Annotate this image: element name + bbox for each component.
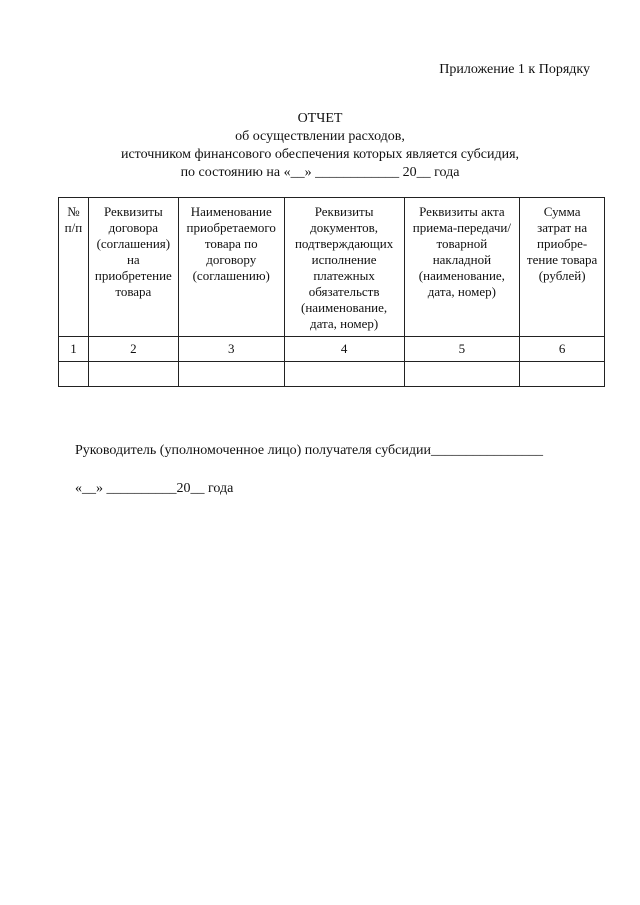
table-cell bbox=[88, 362, 178, 387]
column-header-number-text: № п/п bbox=[64, 204, 83, 235]
table-cell bbox=[59, 362, 89, 387]
column-header-goods-name-text: Наименование приобретаемого товара по договору (соглашению) bbox=[186, 204, 276, 283]
appendix-label: Приложение 1 к Порядку bbox=[439, 62, 590, 77]
column-header-payment-docs-text: Реквизиты документов, подтверждающих исполнение платежных обязательств (наименование, дата, номер) bbox=[294, 204, 394, 331]
column-number-cell: 2 bbox=[88, 337, 178, 362]
report-table bbox=[58, 197, 605, 387]
column-number-cell: 1 bbox=[59, 337, 89, 362]
column-header-acceptance-act-text: Реквизиты акта приема-передачи/ товарной накладной (наименование, дата, номер) bbox=[412, 204, 511, 299]
table-row bbox=[59, 362, 605, 387]
report-subtitle-line-2: источником финансового обеспечения которых является субсидия, bbox=[120, 147, 520, 162]
column-header-amount-text: Сумма затрат на приобре- тение товара (рублей) bbox=[526, 204, 598, 283]
signature-line: Руководитель (уполномоченное лицо) получателя субсидии________________ bbox=[75, 443, 543, 458]
report-title: ОТЧЕТ bbox=[297, 111, 343, 126]
table-cell bbox=[284, 362, 404, 387]
column-header-amount bbox=[520, 198, 605, 337]
column-number-cell: 4 bbox=[284, 337, 404, 362]
column-number-cell: 3 bbox=[178, 337, 284, 362]
report-title-block bbox=[0, 110, 640, 182]
column-number-cell: 6 bbox=[520, 337, 605, 362]
column-number-cell: 5 bbox=[404, 337, 520, 362]
report-subtitle-line-1: об осуществлении расходов, bbox=[235, 129, 405, 144]
table-cell bbox=[178, 362, 284, 387]
column-header-contract-text: Реквизиты договора (соглашения) на приобретение товара bbox=[94, 204, 172, 299]
table-cell bbox=[404, 362, 520, 387]
table-cell bbox=[520, 362, 605, 387]
column-header-number bbox=[59, 198, 89, 337]
column-number-row bbox=[59, 337, 605, 362]
report-date-line: по состоянию на «__» ____________ 20__ года bbox=[180, 165, 460, 180]
table-header-row bbox=[59, 198, 605, 337]
column-header-goods-name bbox=[178, 198, 284, 337]
column-header-contract bbox=[88, 198, 178, 337]
column-header-acceptance-act bbox=[404, 198, 520, 337]
column-header-payment-docs bbox=[284, 198, 404, 337]
signature-date-line: «__» __________20__ года bbox=[75, 481, 234, 496]
